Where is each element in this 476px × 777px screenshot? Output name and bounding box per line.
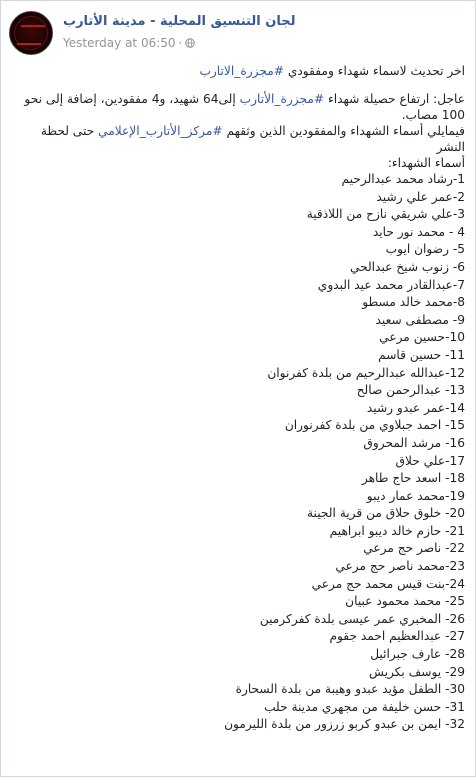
- hashtag-massacre[interactable]: #مجزرة_الاتارب: [199, 64, 284, 78]
- list-item: 3-علي شريقي نازح من اللاذقية: [306, 207, 465, 222]
- urgent-text-start: عاجل: ارتفاع حصيلة شهداء: [324, 92, 465, 106]
- globe-icon[interactable]: [185, 38, 195, 48]
- list-item: 12-عبدالله عبدالرحيم من بلدة كفرنوان: [267, 365, 465, 380]
- list-item: 17-علي حلاق: [395, 453, 465, 468]
- list-item: 16- مرشد المحروق: [363, 435, 465, 450]
- list-item: 28- عارف جبرائيل: [370, 647, 465, 662]
- list-item: 4 - محمد نور حايد: [372, 224, 465, 239]
- list-item: 13- عبدالرحمن صالح: [356, 383, 465, 398]
- list-item: 5- رضوان ايوب: [385, 242, 465, 257]
- list-item: 23-محمد ناصر حج مرعي: [335, 559, 465, 574]
- list-item: 24-بنت قيس محمد حج مرعي: [311, 576, 465, 591]
- list-item: 27- عبدالعظيم احمد جقوم: [329, 629, 465, 644]
- urgent-text-end: إلى64 شهيد، و4 مفقودين، إضافة إلى نحو 100 مصاب.: [24, 92, 465, 122]
- list-item: 31- حسن خليفة من مجهري مدينة حلب: [264, 699, 465, 714]
- list-item: 19-محمد عمار ديبو: [366, 488, 465, 503]
- list-item: 32- ايمن بن عبدو كربو زرزور من بلدة الليرمون: [224, 717, 465, 732]
- hashtag-media-center[interactable]: #مركز_الأتارب_الإعلامي: [98, 124, 223, 138]
- list-item: 15- احمد جبلاوي من بلدة كفرنوران: [284, 418, 465, 433]
- list-item: 20- خلوق حلاق من قرية الجينة: [306, 506, 465, 521]
- list-item: 10-حسين مرعي: [379, 330, 465, 345]
- list-item: 8-محمد خالد مسطو: [362, 295, 465, 310]
- list-item: 9- مصطفى سعيد: [375, 312, 465, 327]
- separator-dot: ·: [178, 36, 183, 50]
- intro-paragraph: [11, 123, 465, 155]
- avatar-logo-mark: [17, 25, 45, 45]
- post-meta: [63, 36, 195, 50]
- intro-text-end: حتى لحظة النشر: [40, 124, 465, 154]
- list-item: 22- ناصر حج مرعي: [363, 541, 465, 556]
- title-text: اخر تحديث لاسماء شهداء ومفقودي: [283, 64, 465, 78]
- list-item: 21- حازم خالد ديبو ابراهيم: [329, 523, 465, 538]
- post-title-line: [11, 63, 465, 79]
- list-item: 7-عبدالقادر محمد عيد البدوي: [317, 277, 465, 292]
- list-item: 30- الطفل مؤيد عبدو وهيبة من بلدة السحارة: [235, 682, 465, 697]
- list-heading: أسماء الشهداء:: [387, 156, 465, 170]
- spacer: [11, 79, 465, 91]
- page-avatar[interactable]: [9, 11, 53, 55]
- post-body: [11, 63, 465, 734]
- list-item: 29- يوسف بكريش: [369, 664, 465, 679]
- hashtag-massacre-2[interactable]: #مجزرة_الأتارب: [239, 92, 325, 106]
- list-item: 6- زنوب شيخ عبدالحي: [349, 259, 465, 274]
- page-name-link[interactable]: لجان التنسيق المحلية - مدينة الأتارب: [63, 14, 296, 29]
- urgent-paragraph: [11, 91, 465, 123]
- list-item: 2-عمر علي رشيد: [376, 189, 465, 204]
- list-item: 26- المخبري عمر عيسى بلدة كفركرمين: [259, 611, 465, 626]
- names-list: [11, 171, 465, 734]
- post-timestamp[interactable]: Yesterday at 06:50: [63, 36, 176, 50]
- list-item: 25- محمد محمود عبيان: [345, 594, 465, 609]
- intro-text-start: فيمايلي أسماء الشهداء والمفقودين الذين وثقهم: [222, 124, 465, 138]
- list-item: 11- حسين قاسم: [378, 347, 465, 362]
- list-item: 14-عمر عبدو رشيد: [366, 400, 465, 415]
- list-item: 18- اسعد حاج طاهر: [361, 471, 465, 486]
- post-header: [1, 1, 475, 59]
- list-item: 1-رشاد محمد عبدالرحيم: [341, 172, 465, 186]
